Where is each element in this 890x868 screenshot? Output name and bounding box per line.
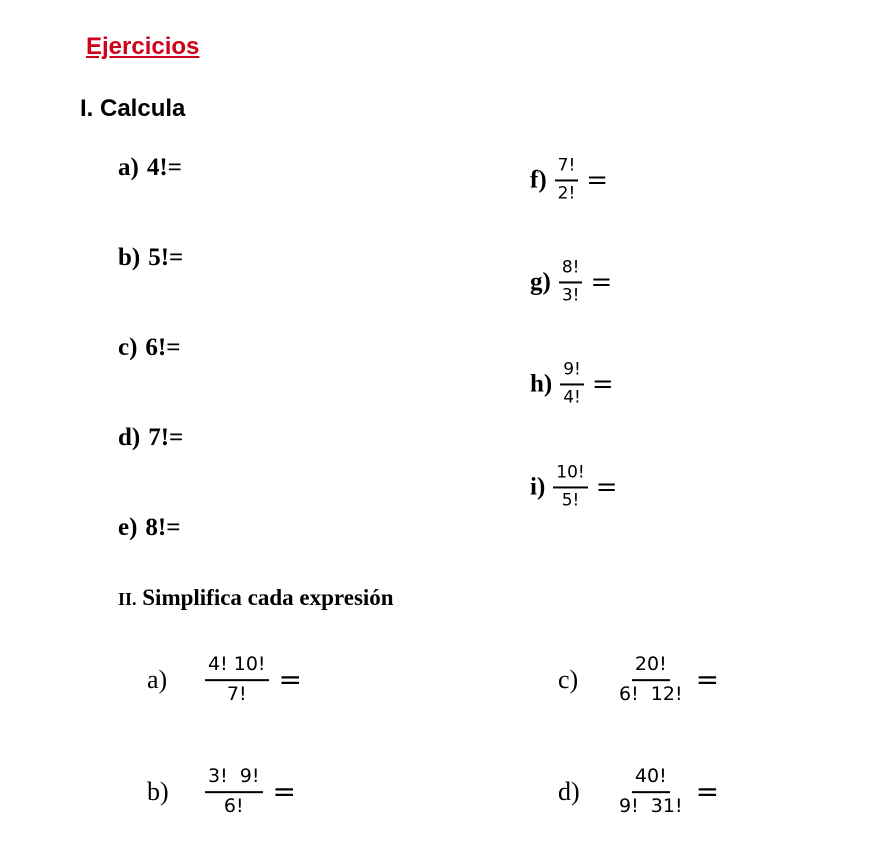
equals-sign: = (586, 165, 609, 195)
exercise-expression: 5!= (148, 244, 184, 271)
denominator: 5! (561, 490, 580, 510)
simplify-d (558, 766, 719, 818)
exercise-label: a) (118, 154, 139, 181)
fraction (560, 360, 584, 407)
numerator: 40! (632, 766, 670, 793)
fraction (205, 766, 263, 818)
numerator: 8! (559, 258, 583, 283)
fraction (559, 258, 583, 305)
numerator: 20! (632, 654, 670, 681)
denominator: 3! (561, 285, 580, 305)
exercise-b (118, 244, 183, 272)
exercise-c (118, 334, 181, 362)
section-2-number: II. (118, 589, 137, 609)
equals-sign: = (591, 369, 614, 399)
equals-sign: = (272, 775, 296, 809)
numerator: 4! 10! (205, 654, 269, 681)
exercise-label: g) (530, 268, 551, 295)
exercise-label: b) (147, 777, 169, 806)
fraction (205, 654, 269, 706)
section-1-heading: I. Calcula (80, 95, 186, 122)
denominator: 4! (563, 387, 581, 407)
exercise-label: i) (530, 473, 546, 500)
numerator: 10! (553, 463, 587, 488)
exercise-expression: 7!= (148, 424, 184, 451)
exercise-label: c) (558, 665, 579, 694)
page-title: Ejercicios (86, 33, 200, 60)
exercise-label: d) (558, 777, 580, 806)
fraction (553, 463, 587, 510)
exercise-expression: 4!= (146, 154, 182, 181)
fraction (555, 156, 579, 203)
section-2-heading (118, 585, 394, 611)
simplify-a (147, 654, 302, 706)
denominator: 6! 12! (619, 683, 683, 705)
denominator: 6! (223, 795, 244, 817)
exercise-label: f) (530, 166, 547, 193)
simplify-c (558, 654, 719, 706)
exercise-e (118, 514, 181, 542)
numerator: 7! (555, 156, 579, 181)
exercise-a (118, 154, 182, 182)
exercise-expression: 6!= (145, 334, 181, 361)
exercise-expression: 8!= (145, 514, 181, 541)
equals-sign: = (695, 775, 720, 809)
exercise-label: h) (530, 370, 553, 397)
exercise-label: a) (147, 665, 168, 694)
numerator: 3! 9! (205, 766, 263, 793)
denominator: 9! 31! (619, 795, 683, 817)
exercise-i (530, 463, 618, 510)
denominator: 2! (557, 183, 576, 203)
exercise-d (118, 424, 183, 452)
exercise-f (530, 156, 608, 203)
exercise-label: b) (118, 244, 141, 271)
fraction (616, 766, 686, 818)
fraction (616, 654, 686, 706)
equals-sign: = (278, 663, 303, 697)
exercise-g (530, 258, 612, 305)
equals-sign: = (595, 472, 618, 502)
simplify-b (147, 766, 296, 818)
exercise-label: d) (118, 424, 141, 451)
numerator: 9! (560, 360, 584, 385)
exercise-label: c) (118, 334, 138, 361)
exercise-h (530, 360, 614, 407)
equals-sign: = (695, 663, 720, 697)
denominator: 7! (226, 683, 247, 705)
exercise-label: e) (118, 514, 138, 541)
section-2-title: Simplifica cada expresión (142, 585, 394, 610)
equals-sign: = (590, 267, 613, 297)
